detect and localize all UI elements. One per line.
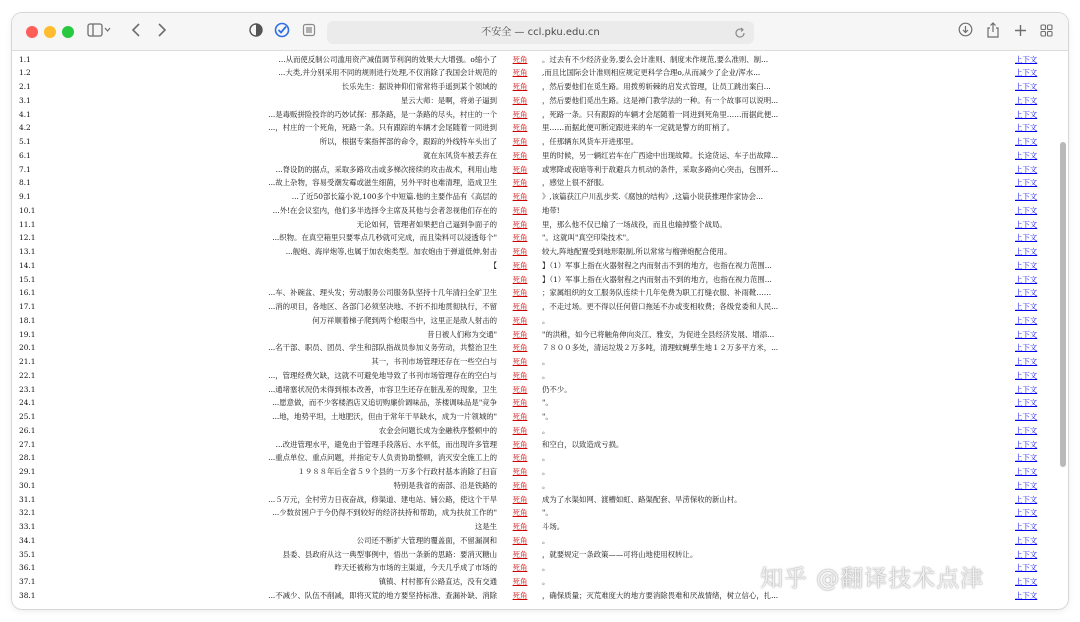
keyword-link[interactable]: 死角 (512, 343, 528, 353)
right-context: ，确保质量；灭荒难度大的地方要消除畏难和厌战情绪，树立信心，扎... (542, 590, 779, 600)
right-context: 或寒降或夜暗等利于敌避兵力机动的条件，采取多路向心突击，包围歼... (542, 164, 779, 174)
right-context: ，然后要他们觅出生路。这是禅门教学法的一种。有一个故事可以说明... (542, 95, 779, 105)
grid-icon[interactable] (1038, 22, 1054, 42)
context-link[interactable]: 上下文 (1015, 535, 1038, 545)
table-row (12, 534, 1068, 548)
left-context: ...５万元，全村劳力日夜奋战，修渠道、建电站、铺公路，使这个干旱 (268, 494, 497, 504)
address-text: 不安全 — ccl.pku.edu.cn (481, 27, 600, 38)
row-id: 21.1 (19, 357, 36, 366)
left-context: 长乐先生：据说神仰们常常将手遥到某个领域的 (341, 82, 497, 91)
left-context: ...地，地势平坦，土地肥沃，但由于常年干旱缺水，成为一片领城的" (272, 412, 497, 421)
right-context: "。这就叫"真空印染技术"。 (542, 233, 634, 243)
new-tab-icon[interactable] (1012, 22, 1028, 42)
row-id: 29.1 (19, 467, 36, 476)
table-row (12, 355, 1068, 369)
keyword-link[interactable]: 死角 (512, 82, 528, 91)
right-context: "。 (542, 412, 553, 421)
context-link[interactable]: 上下文 (1015, 233, 1038, 243)
left-context: 公司还不断扩大管理的覆盖面，不留漏洞和 (356, 535, 497, 545)
keyword-link[interactable]: 死角 (512, 590, 528, 600)
row-id: 28.1 (19, 453, 36, 463)
table-row (12, 383, 1068, 397)
row-id: 2.1 (19, 82, 31, 91)
left-context: ...外!在会议室内，他们多半选择令主席及其他与会者忽视他们存在的 (272, 205, 497, 215)
table-row (12, 231, 1068, 245)
keyword-link[interactable]: 死角 (512, 288, 528, 298)
right-context: 。 (542, 563, 550, 573)
right-context: 里，那么他不仅已输了一场战役，而且也输掉整个战局。 (542, 219, 727, 229)
table-row (12, 465, 1068, 479)
right-context: 。 (542, 467, 550, 476)
shield-icon[interactable] (248, 22, 264, 42)
row-id: 19.1 (19, 329, 36, 339)
left-context: ...重点单位、重点问题，并指定专人负责协助整顿，消灭安全施工上的 (268, 453, 497, 463)
left-context: ...名干部、职员、团员、学生和部队指战员参加义务劳动，共整治卫生 (268, 343, 497, 353)
context-link[interactable]: 上下文 (1015, 480, 1038, 490)
context-link[interactable]: 上下文 (1015, 219, 1038, 229)
right-context: ，不走过场。更不得以任何借口拖延不办或变相收费；各级党委和人民... (542, 302, 779, 311)
keyword-link[interactable]: 死角 (512, 137, 528, 146)
row-id: 20.1 (19, 343, 36, 353)
keyword-link[interactable]: 死角 (512, 357, 528, 366)
row-id: 17.1 (19, 302, 36, 311)
left-context: 何万祥顺着梯子爬到两个枪眼当中，这里正是敌人射击的 (312, 315, 497, 325)
row-id: 15.1 (19, 274, 36, 284)
context-link[interactable]: 上下文 (1015, 549, 1038, 559)
right-context: ，就要规定一条政策——可将山地使用权转让。 (542, 549, 698, 559)
context-link[interactable]: 上下文 (1015, 508, 1038, 518)
right-context: ７８００多处，清运垃圾２万多吨，清理蚊蝇孳生地１２万多平方米，... (542, 343, 779, 353)
table-row (12, 506, 1068, 520)
back-icon[interactable] (128, 22, 144, 42)
context-link[interactable]: 上下文 (1015, 412, 1038, 421)
left-context: ...舰炮、海岸炮等,也属于加农炮类型。加农炮由于弹道低伸,射击 (285, 247, 497, 256)
row-id: 9.1 (19, 192, 31, 201)
table-row (12, 149, 1068, 163)
left-context: 昨天还被称为市场的主渠道，今天几乎成了市场的 (334, 563, 497, 573)
left-context: ...，村庄的一个死角，死路一条。只有跟踪的车辆才会尾随着一同进到 (268, 123, 497, 133)
left-context: ...通堵塞状况仍未得到根本改善，市容卫生还存在脏乱差的现象，卫生 (268, 384, 497, 394)
download-icon[interactable] (957, 22, 973, 42)
check-icon[interactable] (273, 22, 291, 42)
right-context: ，然后要他们在觅生路。用拨剪斩棘的启发式管理，让员工跳出案臼... (542, 82, 771, 91)
table-row (12, 520, 1068, 534)
forward-icon[interactable] (154, 22, 170, 42)
left-context: 【 (489, 260, 497, 270)
right-context: 斗场。 (542, 522, 565, 531)
left-context: 昔日被人们称为交通" (427, 329, 497, 339)
table-row (12, 314, 1068, 328)
right-context: 】（1）军事上指在火器射程之内而射击不到的地方，也指在视力范围... (542, 260, 772, 270)
keyword-link[interactable]: 死角 (512, 522, 528, 531)
left-context: 就在东风货车被丢弃在 (423, 150, 497, 160)
keyword-link[interactable]: 死角 (512, 274, 528, 284)
keyword-link[interactable]: 死角 (512, 302, 528, 311)
context-link[interactable]: 上下文 (1015, 274, 1038, 284)
keyword-link[interactable]: 死角 (512, 384, 528, 394)
context-link[interactable]: 上下文 (1015, 192, 1038, 201)
keyword-link[interactable]: 死角 (512, 54, 528, 64)
left-context: ...不减少、队伍不削减，即将灭荒的地方要坚持标准、查漏补缺、消除 (268, 590, 497, 600)
keyword-link[interactable]: 死角 (512, 370, 528, 380)
row-id: 13.1 (19, 247, 36, 256)
row-id: 18.1 (19, 315, 36, 325)
row-id: 34.1 (19, 535, 36, 545)
sidebar-icon[interactable] (84, 22, 114, 42)
context-link[interactable]: 上下文 (1015, 329, 1038, 339)
row-id: 12.1 (19, 233, 36, 243)
row-id: 4.2 (19, 123, 31, 133)
address-bar[interactable] (327, 21, 754, 44)
left-context: ...织物。在真空箱里只要零点几秒就可完成，而且染料可以浸透每个" (272, 233, 497, 243)
left-context: 所以，根据专案指挥部的命令，跟踪的外线特车头出了 (319, 137, 497, 146)
right-context: 仍不少。 (542, 384, 572, 394)
row-id: 16.1 (19, 288, 36, 298)
row-id: 32.1 (19, 508, 36, 518)
table-row (12, 438, 1068, 452)
row-id: 25.1 (19, 412, 36, 421)
context-link[interactable]: 上下文 (1015, 302, 1038, 311)
row-id: 7.1 (19, 164, 31, 174)
right-context: "。 (542, 398, 553, 408)
zoom-window-button[interactable] (62, 26, 74, 38)
context-link[interactable]: 上下文 (1015, 123, 1038, 133)
row-id: 36.1 (19, 563, 36, 573)
table-row (12, 369, 1068, 383)
context-link[interactable]: 上下文 (1015, 522, 1038, 531)
row-id: 26.1 (19, 425, 36, 435)
table-row (12, 259, 1068, 273)
table-row (12, 245, 1068, 259)
row-id: 6.1 (19, 150, 31, 160)
left-context: ...车、补碗盆、理头发；劳动服务公司服务队坚持十几年清扫全矿卫生 (268, 288, 497, 298)
table-row (12, 286, 1068, 300)
row-id: 30.1 (19, 480, 36, 490)
close-window-button[interactable] (26, 26, 38, 38)
table-row (12, 218, 1068, 232)
browser-toolbar (12, 13, 1068, 51)
right-context: 。 (542, 425, 550, 435)
context-link[interactable]: 上下文 (1015, 398, 1038, 408)
keyword-link[interactable]: 死角 (512, 577, 528, 586)
context-link[interactable]: 上下文 (1015, 150, 1038, 160)
row-id: 27.1 (19, 439, 36, 449)
context-link[interactable]: 上下文 (1015, 590, 1038, 600)
scrollbar-thumb[interactable] (1060, 142, 1066, 467)
table-row (12, 493, 1068, 507)
concordance-results (12, 52, 1068, 609)
table-row (12, 410, 1068, 424)
watermark: 知乎 @翻译技术点津 (760, 566, 985, 592)
context-link[interactable]: 上下文 (1015, 247, 1038, 256)
left-context: ...改进管理水平，避免由于管理手段落后、水平低，而出现许多管理 (275, 439, 497, 449)
table-row (12, 108, 1068, 122)
row-id: 8.1 (19, 178, 31, 188)
share-icon[interactable] (985, 22, 1001, 42)
context-link[interactable]: 上下文 (1015, 82, 1038, 91)
context-link[interactable]: 上下文 (1015, 384, 1038, 394)
context-link[interactable]: 上下文 (1015, 109, 1038, 119)
context-link[interactable]: 上下文 (1015, 453, 1038, 463)
left-context: 这是生 (474, 522, 497, 531)
context-link[interactable]: 上下文 (1015, 260, 1038, 270)
right-context: 地带! (542, 205, 560, 215)
right-context: 。 (542, 370, 550, 380)
right-context: 。 (542, 453, 550, 463)
table-row (12, 66, 1068, 80)
row-id: 10.1 (19, 205, 36, 215)
left-context: 其一，书刊市场管理还存在一些空白与 (371, 357, 497, 366)
row-id: 22.1 (19, 370, 36, 380)
table-row (12, 190, 1068, 204)
right-context: 。 (542, 535, 550, 545)
context-link[interactable]: 上下文 (1015, 68, 1038, 78)
row-id: 31.1 (19, 494, 36, 504)
context-link[interactable]: 上下文 (1015, 205, 1038, 215)
keyword-link[interactable]: 死角 (512, 192, 528, 201)
left-context: ...，管理经费欠缺，这就不可避免地导致了书刊市场管理存在的空白与 (268, 370, 497, 380)
left-context: 镇镇、村村都有公路直达，没有交通 (378, 577, 497, 586)
context-link[interactable]: 上下文 (1015, 357, 1038, 366)
context-link[interactable]: 上下文 (1015, 494, 1038, 504)
table-row (12, 341, 1068, 355)
table-row (12, 451, 1068, 465)
browser-window (12, 13, 1068, 609)
left-context: 县委、县政府从这一典型事例中，悟出一条新的思路：要消灭糖山 (282, 549, 497, 559)
row-id: 37.1 (19, 577, 36, 586)
right-context: ，任那辆东风货车开进那里。 (542, 137, 639, 146)
table-row (12, 300, 1068, 314)
context-link[interactable]: 上下文 (1015, 54, 1038, 64)
left-context: ...少数贫困户于今仍得不到较好的经济扶持和帮助，成为扶贫工作的" (272, 508, 497, 518)
right-context: 。 (542, 480, 550, 490)
keyword-link[interactable]: 死角 (512, 68, 528, 78)
right-context: 。 (542, 315, 550, 325)
right-context: 》,该篇获江户川乱步奖.《腐蚀的结构》,这篇小说获推理作家协会... (542, 192, 764, 201)
table-row (12, 80, 1068, 94)
right-context: ；家属组织的女工服务队连续十几年免费为职工打缝衣服、补雨靴…… (542, 288, 772, 298)
context-link[interactable]: 上下文 (1015, 315, 1038, 325)
left-context: ...消的项目，各地区、各部门必须坚决地、不折不扣地贯彻执行，不留 (268, 302, 497, 311)
left-context: ...是毒贩拼险投诈的巧妙试探：那条路，是一条路的尽头，村庄的一个 (268, 109, 497, 119)
row-id: 11.1 (19, 219, 36, 229)
table-row (12, 53, 1068, 67)
context-link[interactable]: 上下文 (1015, 577, 1038, 586)
keyword-link[interactable]: 死角 (512, 480, 528, 490)
keyword-link[interactable]: 死角 (512, 439, 528, 449)
right-context: 和空白，以致造成亏损。 (542, 439, 624, 449)
keyword-link[interactable]: 死角 (512, 260, 528, 270)
right-context: 里……而据此便可断定跟进来的车一定就是警方的盯梢了。 (542, 123, 735, 133)
keyword-link[interactable]: 死角 (512, 123, 528, 133)
table-row (12, 424, 1068, 438)
row-id: 14.1 (19, 260, 36, 270)
right-context: 里的时候，另一辆红岩车在广西途中出现故障。长途货运、车子出故障... (542, 150, 779, 160)
context-link[interactable]: 上下文 (1015, 95, 1038, 105)
table-row (12, 176, 1068, 190)
left-context: ...脊设防的据点，采取多路攻击或多梯次接续的攻击战术，利用山地 (275, 164, 497, 174)
keyword-link[interactable]: 死角 (512, 150, 528, 160)
right-context: 。 (542, 577, 550, 586)
row-id: 4.1 (19, 109, 31, 119)
context-link[interactable]: 上下文 (1015, 370, 1038, 380)
right-context: 成为了水渠如网、渡槽如虹、路渠配套、旱涝保收的新山村。 (542, 494, 742, 504)
context-link[interactable]: 上下文 (1015, 467, 1038, 476)
row-id: 38.1 (19, 590, 36, 600)
row-id: 24.1 (19, 398, 36, 408)
right-context: 。过去有不少经济业务,要么会计准则、制度未作规范,要么准则、制... (542, 54, 769, 64)
context-link[interactable]: 上下文 (1015, 137, 1038, 146)
context-link[interactable]: 上下文 (1015, 178, 1038, 188)
table-row (12, 94, 1068, 108)
scrollbar[interactable] (1059, 52, 1067, 609)
keyword-link[interactable]: 死角 (512, 535, 528, 545)
row-id: 5.1 (19, 137, 31, 146)
row-id: 1.2 (19, 68, 31, 78)
context-link[interactable]: 上下文 (1015, 343, 1038, 353)
context-link[interactable]: 上下文 (1015, 288, 1038, 298)
row-id: 35.1 (19, 549, 36, 559)
table-row (12, 396, 1068, 410)
keyword-link[interactable]: 死角 (512, 247, 528, 256)
row-id: 1.1 (19, 54, 31, 64)
right-context: 。 (542, 357, 550, 366)
right-context: "。 (542, 508, 553, 518)
keyword-link[interactable]: 死角 (512, 315, 528, 325)
left-context: 农金会问题长成为金融秩序整顿中的 (378, 425, 497, 435)
right-context: ,而且比国际会计准则相应规定更科学合理o,从而减少了企业/浑水... (542, 68, 761, 78)
context-link[interactable]: 上下文 (1015, 425, 1038, 435)
left-context: ...了近50部长篇小说,100多个中短篇.他的主要作品有《高层的 (291, 192, 497, 201)
keyword-link[interactable]: 死角 (512, 563, 528, 573)
reload-icon[interactable] (734, 21, 746, 44)
row-id: 3.1 (19, 95, 31, 105)
left-context: 星云大师：是啊，将弟子逼到 (400, 95, 497, 105)
table-row (12, 328, 1068, 342)
keyword-link[interactable]: 死角 (512, 329, 528, 339)
right-context: 较大,阵地配置受到地形限制,所以常常与榴弹炮配合使用。 (542, 247, 732, 256)
table-row (12, 204, 1068, 218)
keyword-link[interactable]: 死角 (512, 508, 528, 518)
left-context: ...愿意做，而不少客楼酒店又追切购廉价调味品，茶楼调味品是"竞争 (272, 398, 497, 408)
keyword-link[interactable]: 死角 (512, 549, 528, 559)
table-row (12, 163, 1068, 177)
context-link[interactable]: 上下文 (1015, 439, 1038, 449)
right-context: "的洪稚，如今已将触角伸向炎江、雅安，为促进全县经济发展、增添... (542, 329, 775, 339)
left-context: ...故上杂物，容易受潮发霉或滋生细菌，另外平时也难清理，造成卫生 (268, 178, 497, 188)
row-id: 33.1 (19, 522, 36, 531)
left-context: １９８８年后全省５９个县的一万多个行政村基本消除了扫盲 (297, 467, 497, 476)
keyword-link[interactable]: 死角 (512, 164, 528, 174)
context-link[interactable]: 上下文 (1015, 563, 1038, 573)
row-id: 23.1 (19, 384, 36, 394)
keyword-link[interactable]: 死角 (512, 109, 528, 119)
right-context: ，感觉上很不舒服。 (542, 178, 609, 188)
table-row (12, 135, 1068, 149)
table-row (12, 273, 1068, 287)
left-context: 特别是我省的南部、沿是铁路的 (393, 480, 497, 490)
left-context: ...从而使反制公司滥用资产减值调节利润的效果大大增强。o缩小了 (278, 54, 497, 64)
left-context: ...大类,并分别采用不同的规则进行处理,不仅消除了我国会计规范的 (278, 68, 497, 78)
table-row (12, 479, 1068, 493)
keyword-link[interactable]: 死角 (512, 467, 528, 476)
keyword-link[interactable]: 死角 (512, 425, 528, 435)
keyword-link[interactable]: 死角 (512, 412, 528, 421)
keyword-link[interactable]: 死角 (512, 398, 528, 408)
keyword-link[interactable]: 死角 (512, 494, 528, 504)
keyword-link[interactable]: 死角 (512, 219, 528, 229)
left-context: 无论如何，管理者如果把自己逼到争面子的 (356, 219, 497, 229)
minimize-window-button[interactable] (44, 26, 56, 38)
right-context: ，死路一条。只有跟踪的车辆才会尾随着一同进到死角里……而据此便... (542, 109, 779, 119)
table-row (12, 121, 1068, 135)
keyword-link[interactable]: 死角 (512, 178, 528, 188)
right-context: 】（1）军事上指在火器射程之内而射击不到的地方，也指在视力范围... (542, 274, 772, 284)
tab-icon[interactable] (301, 22, 317, 42)
keyword-link[interactable]: 死角 (512, 205, 528, 215)
keyword-link[interactable]: 死角 (512, 95, 528, 105)
keyword-link[interactable]: 死角 (512, 233, 528, 243)
context-link[interactable]: 上下文 (1015, 164, 1038, 174)
keyword-link[interactable]: 死角 (512, 453, 528, 463)
